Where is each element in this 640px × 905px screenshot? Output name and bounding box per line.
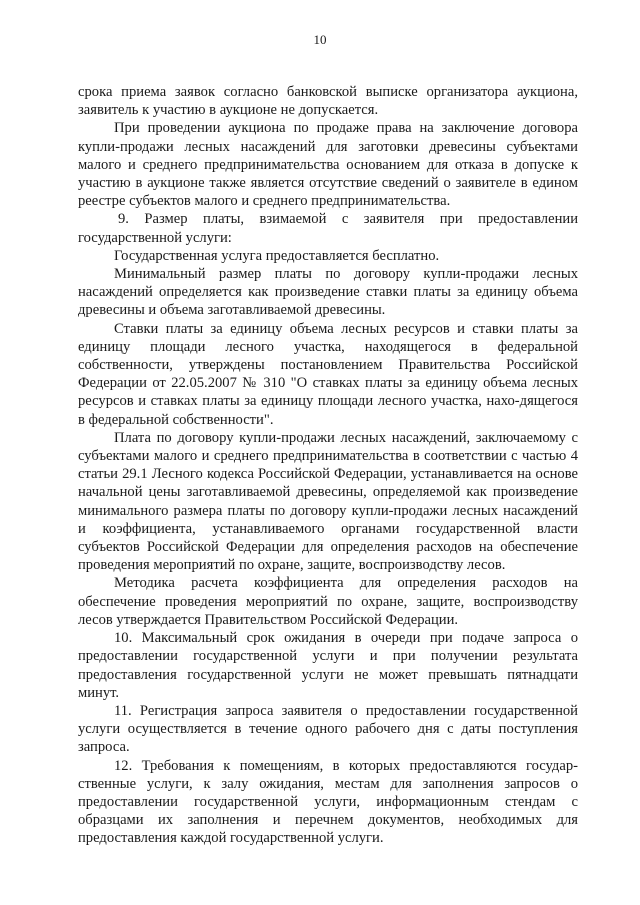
paragraph-section-11: 11. Регистрация запроса заявителя о предоставлении государственной услуги осуществляется в течение одного рабочего дня с даты поступления запроса. <box>78 702 578 756</box>
page-number: 10 <box>313 32 327 47</box>
paragraph-section-10: 10. Максимальный срок ожидания в очереди при подаче запроса о предоставлении государственной услуги и при получении результата предоставления государственной услуги не может превышать пятнадцати минут. <box>78 630 578 701</box>
paragraph-continuation: срока приема заявок согласно банковской выписке организатора аукциона, заявитель к участию в аукционе не допускается. <box>78 84 578 119</box>
paragraph-coefficient-method: Методика расчета коэффициента для определения расходов на обеспечение проведения мероприятий по охране, защите, воспроизводству лесов утверждается Правительством Российской Федерации. <box>78 575 578 628</box>
document-body <box>78 83 578 848</box>
paragraph-auction-refusal: При проведении аукциона по продаже права на заключение договора купли-продажи лесных насаждений для заготовки древесины субъектами малого и среднего предпринимательства основанием для отказа в допуске к участию в аукционе также является отсутствие сведений о заявителе в едином реестре субъектов малого и среднего предпринимательства. <box>78 120 578 210</box>
paragraph-rates: Ставки платы за единицу объема лесных ресурсов и ставки платы за единицу площади лесного участка, находящегося в федеральной собственности, утверждены постановлением Правительства Российской Федерации от 22.05.2007 № 310 "О ставках платы за единицу объема лесных ресурсов и ставках платы за единицу площади лесного участка, нахо-дящегося в федеральной собственности". <box>78 320 578 428</box>
paragraph-minimum-payment: Минимальный размер платы по договору купли-продажи лесных насаждений определяется как произведение ставки платы за единицу объема древесины и объема заготавливаемой древесины. <box>78 266 578 319</box>
paragraph-free-service: Государственная услуга предоставляется бесплатно. <box>114 247 440 264</box>
paragraph-contract-payment: Плата по договору купли-продажи лесных насаждений, заключаемому с субъектами малого и среднего предпринимательства в соответствии с частью 4 статьи 29.1 Лесного кодекса Российской Федерации, устанавливается на основе начальной цены заготавливаемой древесины, определяемой как произведение минимального размера платы по договору купли-продажи лесных насаждений и коэффициента, устанавливаемого органами государственной власти субъектов Российской Федерации для определения расходов на обеспечение проведения мероприятий по охране, защите, воспроизводству лесов. <box>78 429 578 574</box>
paragraph-section-9-heading: 9. Размер платы, взимаемой с заявителя при предоставлении государственной услуги: <box>78 211 578 246</box>
paragraph-section-12: 12. Требования к помещениям, в которых предоставляются государ-ственные услуги, к залу ожидания, местам для заполнения запросов о предоставлении государственной услуги, информационным стендам с образцами их заполнения и перечнем документов, необходимых для предоставления каждой государственной услуги. <box>78 757 578 847</box>
